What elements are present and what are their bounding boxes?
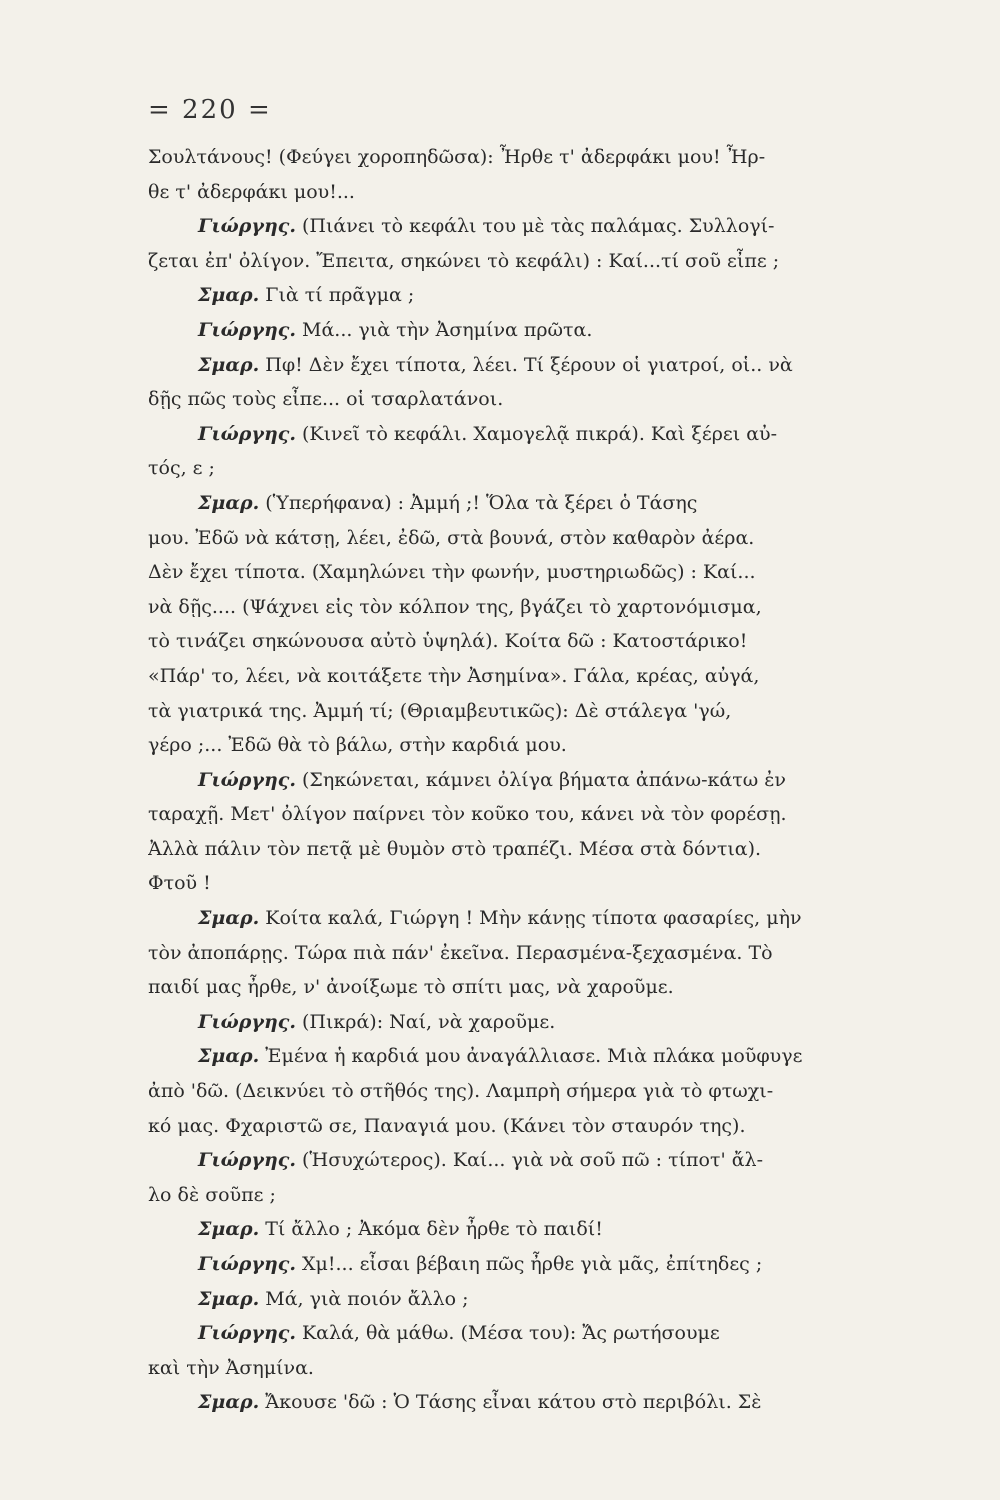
line-text: Δὲν ἔχει τίποτα. (Χαμηλώνει τὴν φωνήν, μυστηριωδῶς) : Καί... bbox=[148, 561, 756, 584]
speaker-name: Γιώργης. bbox=[198, 1149, 296, 1172]
line-text: θε τ' ἀδερφάκι μου!... bbox=[148, 180, 355, 203]
text-line bbox=[148, 1039, 886, 1074]
text-line bbox=[148, 1385, 886, 1420]
line-text: Γιὰ τί πρᾶγμα ; bbox=[259, 284, 415, 307]
line-text: Φτοῦ ! bbox=[148, 872, 211, 895]
text-line bbox=[148, 590, 886, 625]
text-line bbox=[148, 1109, 886, 1144]
line-text: λο δὲ σοῦπε ; bbox=[148, 1183, 276, 1206]
line-text: ζεται ἐπ' ὀλίγον. Ἔπειτα, σηκώνει τὸ κεφάλι) : Καί...τί σοῦ εἶπε ; bbox=[148, 249, 780, 272]
speaker-name: Σμαρ. bbox=[198, 491, 260, 514]
text-line bbox=[148, 140, 886, 175]
line-text: παιδί μας ἦρθε, ν' ἀνοίξωμε τὸ σπίτι μας, νὰ χαροῦμε. bbox=[148, 976, 674, 999]
line-text: καὶ τὴν Ἀσημίνα. bbox=[148, 1356, 314, 1379]
text-line bbox=[148, 521, 886, 556]
text-line bbox=[148, 728, 886, 763]
line-text: «Πάρ' το, λέει, νὰ κοιτάξετε τὴν Ἀσημίνα». Γάλα, κρέας, αὐγά, bbox=[148, 664, 760, 687]
line-text: γέρο ;... Ἐδῶ θὰ τὸ βάλω, στὴν καρδιά μου. bbox=[148, 734, 567, 757]
speaker-name: Γιώργης. bbox=[198, 1010, 296, 1033]
line-text: (Ἡσυχώτερος). Καί... γιὰ νὰ σοῦ πῶ : τίποτ' ἄλ- bbox=[295, 1149, 764, 1172]
line-text: νὰ δῇς.... (Ψάχνει εἰς τὸν κόλπον της, βγάζει τὸ χαρτονόμισμα, bbox=[148, 595, 762, 618]
text-line bbox=[148, 1074, 886, 1109]
play-text bbox=[148, 140, 886, 1420]
speaker-name: Σμαρ. bbox=[198, 284, 260, 307]
line-text: Ἐμένα ἡ καρδιά μου ἀναγάλλιασε. Μιὰ πλάκα μοῦφυγε bbox=[259, 1045, 803, 1068]
text-line bbox=[148, 486, 886, 521]
line-text: (Πιάνει τὸ κεφάλι του μὲ τὰς παλάμας. Συλλογί- bbox=[295, 215, 775, 238]
text-line bbox=[148, 1178, 886, 1213]
speaker-name: Σμαρ. bbox=[198, 1287, 260, 1310]
text-line bbox=[148, 832, 886, 867]
speaker-name: Γιώργης. bbox=[198, 768, 296, 791]
line-text: (Κινεῖ τὸ κεφάλι. Χαμογελᾷ πικρά). Καὶ ξέρει αὐ- bbox=[295, 422, 778, 445]
speaker-name: Σμαρ. bbox=[198, 907, 260, 930]
line-text: τός, ε ; bbox=[148, 457, 215, 480]
line-text: Σουλτάνους! (Φεύγει χοροπηδῶσα): Ἦρθε τ' ἀδερφάκι μου! Ἦρ- bbox=[148, 146, 766, 168]
speaker-name: Σμαρ. bbox=[198, 353, 260, 376]
line-text: τὸ τινάζει σηκώνουσα αὐτὸ ὑψηλά). Κοίτα δῶ : Κατοστάρικο! bbox=[148, 630, 748, 653]
text-line bbox=[148, 175, 886, 210]
line-text: Ἀλλὰ πάλιν τὸν πετᾷ μὲ θυμὸν στὸ τραπέζι. Μέσα στὰ δόντια). bbox=[148, 837, 762, 860]
line-text: ταραχῇ. Μετ' ὀλίγον παίρνει τὸν κοῦκο του, κάνει νὰ τὸν φορέσῃ. bbox=[148, 803, 787, 826]
text-line bbox=[148, 659, 886, 694]
line-text: δῇς πῶς τοὺς εἶπε... οἱ τσαρλατάνοι. bbox=[148, 388, 504, 411]
line-text: Μά, γιὰ ποιόν ἄλλο ; bbox=[259, 1287, 469, 1310]
page-number: = 220 = bbox=[148, 95, 272, 125]
line-text: Κοίτα καλά, Γιώργη ! Μὴν κάνῃς τίποτα φασαρίες, μὴν bbox=[259, 907, 802, 930]
text-line bbox=[148, 313, 886, 348]
text-line bbox=[148, 451, 886, 486]
text-line bbox=[148, 244, 886, 279]
text-line bbox=[148, 1143, 886, 1178]
text-line bbox=[148, 1212, 886, 1247]
speaker-name: Γιώργης. bbox=[198, 318, 296, 341]
speaker-name: Σμαρ. bbox=[198, 1218, 260, 1241]
text-line bbox=[148, 209, 886, 244]
line-text: Τί ἄλλο ; Ἀκόμα δὲν ἦρθε τὸ παιδί! bbox=[259, 1218, 603, 1241]
text-line bbox=[148, 417, 886, 452]
text-line bbox=[148, 797, 886, 832]
text-line bbox=[148, 1316, 886, 1351]
line-text: ἀπὸ 'δῶ. (Δεικνύει τὸ στῆθός της). Λαμπρὴ σήμερα γιὰ τὸ φτωχι- bbox=[148, 1080, 774, 1103]
line-text: τὰ γιατρικά της. Ἀμμή τί; (Θριαμβευτικῶς): Δὲ στάλεγα 'γώ, bbox=[148, 699, 732, 722]
text-line bbox=[148, 866, 886, 901]
text-line bbox=[148, 936, 886, 971]
text-line bbox=[148, 382, 886, 417]
speaker-name: Σμαρ. bbox=[198, 1391, 260, 1414]
line-text: Καλά, θὰ μάθω. (Μέσα του): Ἄς ρωτήσουμε bbox=[295, 1322, 720, 1345]
line-text: Πφ! Δὲν ἔχει τίποτα, λέει. Τί ξέρουν οἱ γιατροί, οἱ.. νὰ bbox=[259, 353, 793, 376]
line-text: τὸν ἀποπάρῃς. Τώρα πιὰ πάν' ἐκεῖνα. Περασμένα-ξεχασμένα. Τὸ bbox=[148, 941, 773, 964]
text-line bbox=[148, 555, 886, 590]
line-text: μου. Ἐδῶ νὰ κάτσῃ, λέει, ἐδῶ, στὰ βουνά, στὸν καθαρὸν ἀέρα. bbox=[148, 526, 755, 549]
speaker-name: Γιώργης. bbox=[198, 1253, 296, 1275]
speaker-name: Γιώργης. bbox=[198, 422, 296, 445]
text-line bbox=[148, 278, 886, 313]
text-line bbox=[148, 1005, 886, 1040]
text-line bbox=[148, 348, 886, 383]
line-text: (Πικρά): Ναί, νὰ χαροῦμε. bbox=[295, 1010, 556, 1033]
text-line bbox=[148, 1351, 886, 1386]
line-text: Χμ!... εἶσαι βέβαιη πῶς ἦρθε γιὰ μᾶς, ἐπίτηδες ; bbox=[295, 1253, 763, 1275]
line-text: Ἄκουσε 'δῶ : Ὁ Τάσης εἶναι κάτου στὸ περιβόλι. Σὲ bbox=[259, 1391, 762, 1414]
text-line bbox=[148, 1247, 886, 1282]
speaker-name: Σμαρ. bbox=[198, 1045, 260, 1068]
speaker-name: Γιώργης. bbox=[198, 215, 296, 238]
line-text: (Σηκώνεται, κάμνει ὀλίγα βήματα ἀπάνω-κάτω ἐν bbox=[295, 768, 786, 791]
line-text: (Ὑπερήφανα) : Ἀμμή ;! Ὅλα τὰ ξέρει ὁ Τάσης bbox=[259, 491, 698, 514]
text-line bbox=[148, 763, 886, 798]
text-line bbox=[148, 970, 886, 1005]
text-line bbox=[148, 1282, 886, 1317]
speaker-name: Γιώργης. bbox=[198, 1322, 296, 1345]
text-line bbox=[148, 694, 886, 729]
text-line bbox=[148, 624, 886, 659]
text-line bbox=[148, 901, 886, 936]
line-text: κό μας. Φχαριστῶ σε, Παναγιά μου. (Κάνει τὸν σταυρόν της). bbox=[148, 1114, 746, 1137]
line-text: Μά... γιὰ τὴν Ἀσημίνα πρῶτα. bbox=[295, 318, 593, 341]
